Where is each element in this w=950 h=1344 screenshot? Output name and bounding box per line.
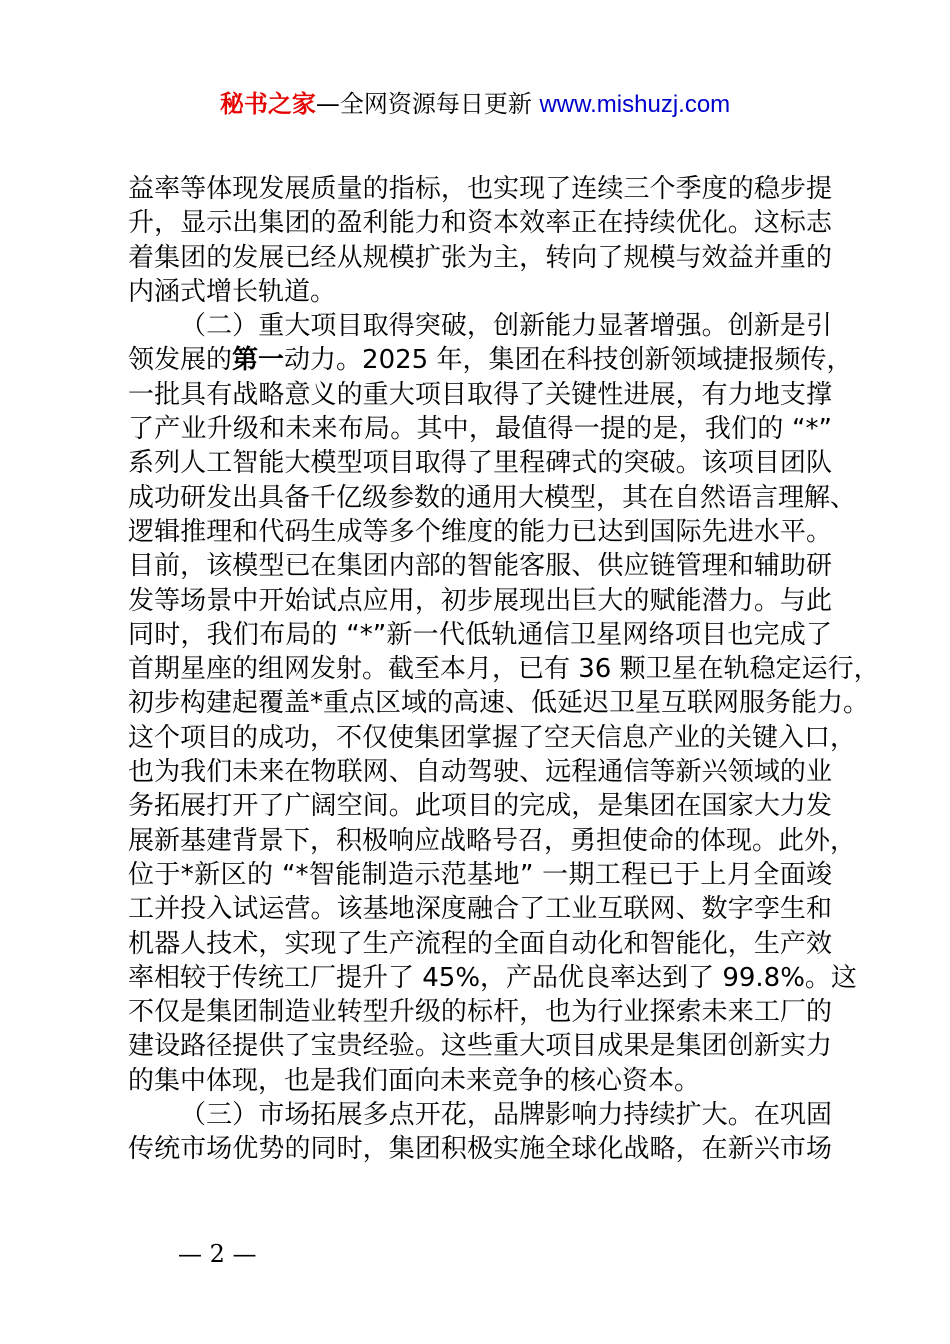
text-line: 展新基建背景下，积极响应战略号召，勇担使命的体现。此外， <box>128 825 857 856</box>
text-line: 着集团的发展已经从规模扩张为主，转向了规模与效益并重的 <box>128 242 832 273</box>
text-line: 位于*新区的 “*智能制造示范基地” 一期工程已于上月全面竣 <box>128 859 832 890</box>
text-segment: 领发展的 <box>128 345 233 376</box>
text-line: 了产业升级和未来布局。其中，最值得一提的是，我们的 “*” <box>128 414 832 445</box>
text-line: 益率等体现发展质量的指标，也实现了连续三个季度的稳步提 <box>128 174 832 204</box>
text-line: 机器人技术，实现了生产流程的全面自动化和智能化，生产效 <box>128 928 832 959</box>
text-line: 也为我们未来在物联网、自动驾驶、远程通信等新兴领域的业 <box>128 757 832 788</box>
site-brand: 秘书之家 <box>219 90 316 118</box>
site-slogan: —全网资源每日更新 <box>315 90 540 118</box>
text-line: 成功研发出具备千亿级参数的通用大模型，其在自然语言理解、 <box>128 482 857 513</box>
document-body <box>128 172 880 1167</box>
text-line: 首期星座的组网发射。截至本月，已有 36 颗卫星在轨稳定运行， <box>128 654 880 685</box>
section-heading-2: （二）重大项目取得突破，创新能力显著增强。创新是引 <box>180 311 832 342</box>
text-line: 务拓展打开了广阔空间。此项目的完成，是集团在国家大力发 <box>128 791 832 822</box>
text-line: 这个项目的成功，不仅使集团掌握了空天信息产业的关键入口， <box>128 722 857 753</box>
text-line: 内涵式增长轨道。 <box>128 276 337 307</box>
text-line: 率相较于传统工厂提升了 45%，产品优良率达到了 99.8%。这 <box>128 962 857 993</box>
text-line: 逻辑推理和代码生成等多个维度的能力已达到国际先进水平。 <box>128 516 832 547</box>
text-segment: 动力。2025 年，集团在科技创新领域捷报频传， <box>284 345 853 376</box>
text-line: 目前，该模型已在集团内部的智能客服、供应链管理和辅助研 <box>128 551 832 582</box>
text-line: 初步构建起覆盖*重点区域的高速、低延迟卫星互联网服务能力。 <box>128 688 870 719</box>
text-line: 一批具有战略意义的重大项目取得了关键性进展，有力地支撑 <box>128 379 832 410</box>
text-line: 升，显示出集团的盈利能力和资本效率正在持续优化。这标志 <box>128 208 832 239</box>
text-line: 同时，我们布局的 “*”新一代低轨通信卫星网络项目也完成了 <box>128 619 832 650</box>
text-line: 建设路径提供了宝贵经验。这些重大项目成果是集团创新实力 <box>128 1031 832 1062</box>
text-line: 发等场景中开始试点应用，初步展现出巨大的赋能潜力。与此 <box>128 585 832 616</box>
page-number: — 2 — <box>178 1240 257 1268</box>
site-url-link[interactable]: www.mishuzj.com <box>539 91 731 118</box>
site-header <box>0 88 950 121</box>
text-line: 传统市场优势的同时，集团积极实施全球化战略，在新兴市场 <box>128 1134 832 1165</box>
text-line: 工并投入试运营。该基地深度融合了工业互联网、数字孪生和 <box>128 894 832 925</box>
section-heading-3: （三）市场拓展多点开花，品牌影响力持续扩大。在巩固 <box>180 1100 832 1131</box>
text-line: 的集中体现，也是我们面向未来竞争的核心资本。 <box>128 1065 701 1096</box>
text-line <box>128 343 853 377</box>
text-line: 不仅是集团制造业转型升级的标杆，也为行业探索未来工厂的 <box>128 997 832 1028</box>
bold-text: 第一 <box>232 345 285 376</box>
text-line: 系列人工智能大模型项目取得了里程碑式的突破。该项目团队 <box>128 448 832 479</box>
